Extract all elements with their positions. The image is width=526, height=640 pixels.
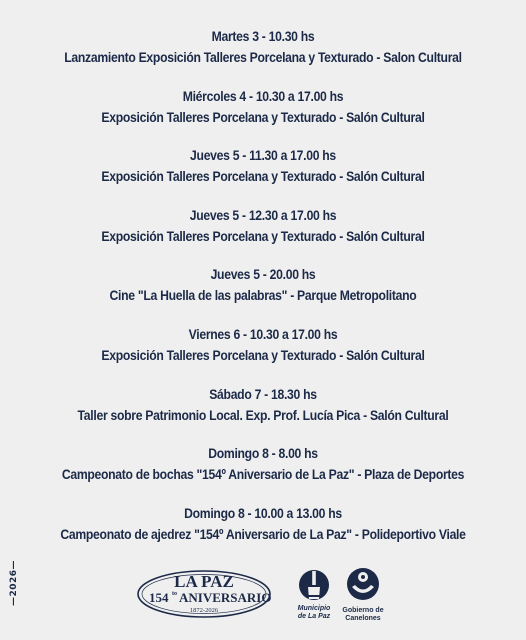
- event-datetime: Martes 3 - 10.30 hs: [211, 29, 315, 45]
- event-description: Exposición Talleres Porcelana y Texturado - Salón Cultural: [101, 109, 425, 126]
- event-item: [0, 385, 526, 445]
- logo-subtitle: ANIVERSARIO: [179, 590, 272, 605]
- footer-logos: [0, 565, 526, 637]
- event-datetime: Jueves 5 - 12.30 a 17.00 hs: [189, 207, 337, 224]
- municipio-caption: Municipio de La Paz: [297, 605, 331, 620]
- event-datetime: Jueves 5 - 11.30 a 17.00 hs: [190, 148, 336, 165]
- event-item: [0, 504, 526, 564]
- event-description: Campeonato de ajedrez "154º Aniversario de La Paz" - Polideportivo Viale: [60, 526, 466, 543]
- event-item: [0, 265, 526, 325]
- la-paz-anniversary-logo: [136, 567, 272, 619]
- event-datetime: Sábado 7 - 18.30 hs: [209, 386, 317, 403]
- event-item: [0, 325, 526, 385]
- event-item: [0, 27, 526, 87]
- event-description: Lanzamiento Exposición Talleres Porcelana y Texturado - Salon Cultural: [64, 50, 462, 66]
- canelones-emblem-icon: [340, 565, 386, 607]
- logo-number: 154: [149, 590, 169, 605]
- event-item: [0, 146, 526, 206]
- event-description: Cine "La Huella de las palabras" - Parque Metropolitano: [109, 288, 417, 305]
- event-datetime: Domingo 8 - 8.00 hs: [208, 446, 318, 463]
- event-description: Taller sobre Patrimonio Local. Exp. Prof. Lucía Pica - Salón Cultural: [77, 407, 449, 424]
- canelones-logo: [340, 565, 386, 637]
- la-paz-emblem: [136, 567, 272, 619]
- event-datetime: Viernes 6 - 10.30 a 17.00 hs: [188, 326, 338, 343]
- event-item: [0, 87, 526, 147]
- municipio-emblem-icon: [294, 565, 334, 605]
- event-description: Campeonato de bochas "154º Aniversario de La Paz" - Plaza de Deportes: [61, 467, 465, 484]
- event-item: [0, 206, 526, 266]
- event-description: Exposición Talleres Porcelana y Texturado - Salón Cultural: [101, 347, 425, 364]
- event-datetime: Jueves 5 - 20.00 hs: [210, 267, 316, 284]
- logo-superscript: to: [172, 591, 177, 597]
- canelones-caption: Gobierno de Canelones: [342, 607, 384, 622]
- event-description: Exposición Talleres Porcelana y Texturado - Salón Cultural: [101, 228, 425, 245]
- event-datetime: Miércoles 4 - 10.30 a 17.00 hs: [182, 88, 344, 105]
- event-item: [0, 444, 526, 504]
- municipio-la-paz-logo: [294, 565, 334, 637]
- logo-years: 1872-2026: [189, 607, 219, 614]
- event-description: Exposición Talleres Porcelana y Texturado - Salón Cultural: [101, 169, 425, 186]
- event-datetime: Domingo 8 - 10.00 a 13.00 hs: [184, 505, 342, 522]
- year-tag: —2026—: [9, 559, 19, 606]
- event-schedule: [0, 27, 526, 563]
- logo-name: LA PAZ: [174, 572, 234, 591]
